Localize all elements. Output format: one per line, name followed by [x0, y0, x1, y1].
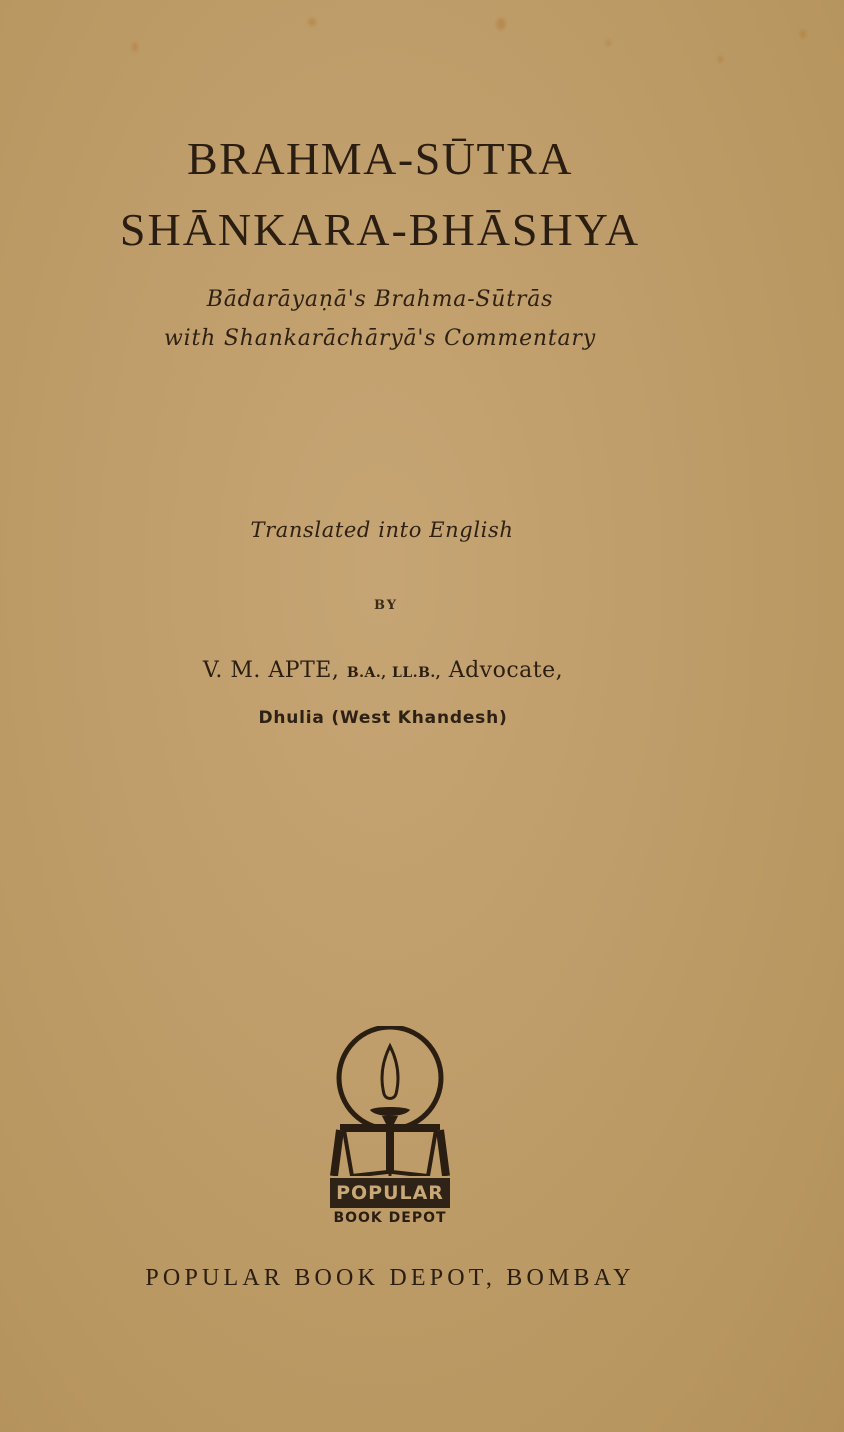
book-subtitle-line-1: Bādarāyaṇā's Brahma-Sūtrās [206, 287, 554, 312]
lamp-over-open-book-icon [322, 1026, 458, 1176]
publisher-imprint: POPULAR BOOK DEPOT, BOMBAY [145, 1265, 635, 1291]
logo-word-popular: POPULAR [330, 1178, 450, 1208]
author-name: V. M. APTE, [202, 658, 340, 683]
book-subtitle-line-2: with Shankarāchāryā's Commentary [164, 326, 596, 351]
author-location: Dhulia (West Khandesh) [258, 708, 508, 728]
paper-stain [800, 30, 806, 38]
paper-stain [718, 56, 723, 63]
paper-stain [606, 40, 611, 46]
paper-stain [132, 42, 138, 52]
author-profession: Advocate, [448, 658, 564, 683]
book-title-line-1: BRAHMA-SŪTRA [186, 133, 574, 184]
author-line [0, 658, 766, 683]
book-title-line-2: SHĀNKARA-BHĀSHYA [119, 204, 641, 255]
paper-stain [496, 18, 506, 30]
paper-stain [308, 18, 316, 26]
publisher-logo [322, 1026, 458, 1232]
translation-note: Translated into English [250, 518, 514, 542]
logo-word-book-depot: BOOK DEPOT [333, 1210, 447, 1226]
author-degrees: B.A., LL.B., [346, 665, 442, 681]
by-label: BY [373, 598, 399, 613]
